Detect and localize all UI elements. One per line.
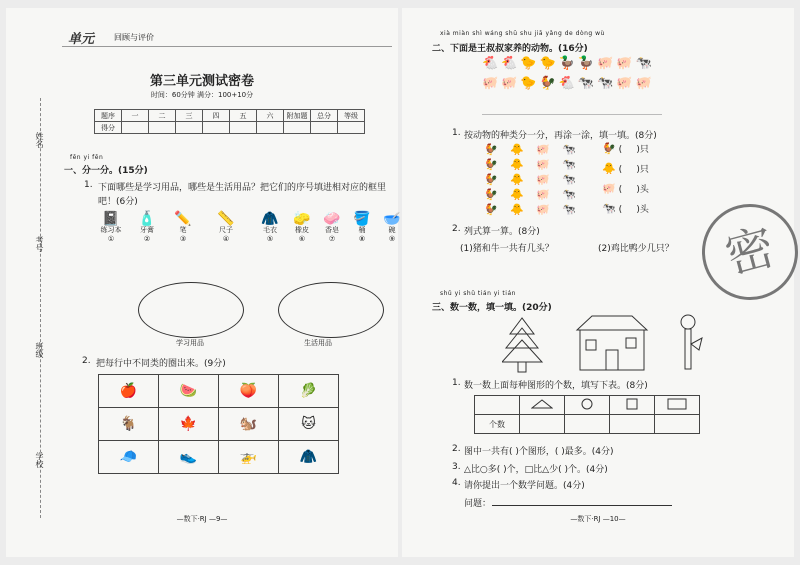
s2-q2-sub2: (2)鸡比鸭少几只？ [598, 244, 674, 254]
tree-triangle-middle [506, 328, 538, 348]
question-label: 问题： [464, 499, 492, 509]
cow-answer[interactable]: 🐄 ( )头 [602, 202, 649, 215]
q2-text: 把每行中不同类的圈出来。(9分) [96, 359, 226, 369]
house-door [606, 350, 618, 370]
pen-icon: ✏️ [174, 211, 192, 227]
score-header: 三 [176, 110, 203, 122]
cap-icon[interactable]: 🧢 [99, 441, 159, 474]
score-header: 五 [230, 110, 257, 122]
circle-count-cell[interactable] [565, 415, 610, 434]
score-cell[interactable] [176, 122, 203, 134]
cabbage-icon[interactable]: 🥬 [279, 375, 339, 408]
score-header: 等级 [338, 110, 365, 122]
item-sweater: 🧥 毛衣 ⑤ [254, 213, 286, 243]
cat-icon[interactable]: 🐱 [279, 408, 339, 441]
square-header [610, 396, 655, 415]
header-underline [62, 46, 392, 47]
study-supplies-label: 学习用品 [176, 339, 204, 347]
score-cell[interactable] [122, 122, 149, 134]
shapes-illustration [502, 314, 712, 374]
tree-triangle-top [510, 318, 534, 334]
question-answer-line[interactable] [492, 505, 672, 506]
tree-trunk [518, 362, 526, 372]
item-soap: 🧼 香皂 ⑦ [318, 213, 346, 243]
score-header: 二 [149, 110, 176, 122]
s2-q1-number: 1. [452, 128, 461, 138]
apple-icon[interactable]: 🍎 [99, 375, 159, 408]
s3-q1-text: 数一数上面每种图形的个数，填写下表。(8分) [464, 381, 648, 391]
chick-icon: 🐥 [602, 162, 616, 175]
circle-header [565, 396, 610, 415]
item-notebook: 📓 练习本 ① [94, 213, 128, 243]
unit-subtitle: 回顾与评价 [114, 33, 154, 42]
item-toothpaste: 🧴 牙膏 ② [130, 213, 164, 243]
score-cell[interactable] [284, 122, 311, 134]
rectangle-count-cell[interactable] [655, 415, 700, 434]
score-header: 题序 [95, 110, 122, 122]
rectangle-icon [667, 398, 687, 410]
s3-q4-number: 4. [452, 478, 461, 488]
section3-title: 三、数一数，填一填。(20分) [432, 303, 552, 313]
flower-leaf [691, 338, 702, 350]
label-school: 学校 [35, 452, 44, 468]
score-header: 附加题 [284, 110, 311, 122]
squirrel-icon[interactable]: 🐿️ [219, 408, 279, 441]
bucket-icon: 🪣 [353, 211, 371, 227]
confidential-stamp: 密 [691, 193, 800, 311]
s3-q3-number: 3. [452, 462, 461, 472]
section2-pinyin: xià miàn shì wáng shū shu jiā yǎng de dòng wù [440, 30, 605, 37]
rooster-icon: 🐓 [602, 142, 616, 155]
exam-meta: 时间：60分钟 满分：100+10分 [150, 91, 254, 99]
score-row-label: 得分 [95, 122, 122, 134]
house-window-right [626, 338, 636, 348]
label-class: 班级 [35, 342, 44, 358]
section3-pinyin: shǔ yi shǔ tián yi tián [440, 290, 516, 297]
corner-cell [475, 396, 520, 415]
grid-row-fruits [99, 375, 339, 408]
pig-answer[interactable]: 🐖 ( )头 [602, 182, 649, 195]
score-cell[interactable] [230, 122, 257, 134]
house-roof [577, 316, 647, 330]
right-page [402, 8, 794, 557]
score-cell[interactable] [149, 122, 176, 134]
pig-icon: 🐖 [602, 182, 616, 195]
ruler-icon: 📏 [217, 211, 235, 227]
section1-pinyin: fēn yi fēn [70, 154, 104, 161]
item-bucket: 🪣 桶 ⑧ [348, 213, 376, 243]
item-pen: ✏️ 笔 ③ [166, 213, 200, 243]
right-footer: —数下·RJ —10— [570, 515, 626, 523]
triangle-header [520, 396, 565, 415]
daily-supplies-ellipse[interactable] [278, 282, 384, 338]
leaf-icon[interactable]: 🍁 [159, 408, 219, 441]
animals-row-1: 🐔🐔🐤🐤🦆🦆🐖🐖🐄 [482, 56, 655, 71]
rooster-column: 🐓 🐓 🐓 🐓 🐓 [484, 143, 498, 216]
odd-one-out-grid [98, 374, 339, 474]
study-supplies-ellipse[interactable] [138, 282, 244, 338]
chick-answer[interactable]: 🐥 ( )只 [602, 162, 649, 175]
item-ruler: 📏 尺子 ④ [202, 213, 250, 243]
s3-q2-text: 图中一共有( )个图形，( )最多。(4分) [464, 447, 614, 457]
score-cell[interactable] [203, 122, 230, 134]
tree-triangle-bottom [502, 340, 542, 362]
score-header: 六 [257, 110, 284, 122]
label-name: 姓名 [35, 132, 44, 148]
rooster-answer[interactable]: 🐓 ( )只 [602, 142, 649, 155]
section2-title: 二、下面是王叔叔家养的动物。(16分) [432, 44, 588, 54]
score-cell[interactable] [257, 122, 284, 134]
left-page [6, 8, 401, 557]
section1-title: 一、分一分。(15分) [64, 166, 148, 176]
score-header: 四 [203, 110, 230, 122]
s3-q3-text: △比○多( )个，□比△少( )个。(4分) [464, 465, 608, 475]
label-exam-number: 考号 [35, 236, 44, 252]
square-count-cell[interactable] [610, 415, 655, 434]
shoe-icon[interactable]: 👟 [159, 441, 219, 474]
score-table [94, 109, 365, 134]
house-window-left [586, 340, 596, 350]
supplies-row [94, 213, 404, 273]
s2-q2-number: 2. [452, 224, 461, 234]
s3-q4-text: 请你提出一个数学问题。(4分) [464, 481, 585, 491]
s2-q2-sub1: (1)猪和牛一共有几头？ [460, 244, 554, 254]
animals-row-2: 🐖🐖🐤🐓🐔🐄🐄🐖🐖 [482, 76, 655, 91]
grid-row-animals [99, 408, 339, 441]
count-answers [602, 142, 702, 222]
pig-column: 🐖 🐖 🐖 🐖 🐖 [536, 143, 550, 216]
coloring-grid[interactable] [484, 142, 604, 218]
q1-text-line1: 下面哪些是学习用品，哪些是生活用品？把它们的序号填进相对应的框里 [98, 183, 387, 193]
flower-circle [681, 315, 695, 329]
flower-stem [685, 329, 691, 369]
duckling-column: 🐥 🐥 🐥 🐥 🐥 [510, 143, 524, 216]
item-bowl: 🥣 碗 ⑨ [378, 213, 406, 243]
notebook-icon: 📓 [102, 211, 120, 227]
watermelon-icon[interactable]: 🍉 [159, 375, 219, 408]
triangle-icon [531, 399, 553, 409]
sweater-icon: 🧥 [261, 211, 279, 227]
daily-supplies-label: 生活用品 [304, 339, 332, 347]
s2-q1-text: 按动物的种类分一分，再涂一涂，填一填。(8分) [464, 131, 657, 141]
jacket-icon[interactable]: 🧥 [279, 441, 339, 474]
score-cell[interactable] [338, 122, 365, 134]
goat-icon[interactable]: 🐐 [99, 408, 159, 441]
count-row-label: 个数 [475, 415, 520, 434]
score-header: 总分 [311, 110, 338, 122]
left-footer: —数下·RJ —9— [176, 515, 228, 523]
triangle-count-cell[interactable] [520, 415, 565, 434]
score-cell[interactable] [311, 122, 338, 134]
grid-row-wearables [99, 441, 339, 474]
peach-icon[interactable]: 🍑 [219, 375, 279, 408]
eraser-icon: 🧽 [293, 211, 311, 227]
toothpaste-icon: 🧴 [138, 211, 156, 227]
exam-title: 第三单元测试密卷 [149, 74, 254, 89]
soap-icon: 🧼 [323, 211, 341, 227]
score-header: 一 [122, 110, 149, 122]
q2-number: 2. [82, 356, 91, 366]
shape-count-table [474, 395, 700, 434]
rectangle-header [655, 396, 700, 415]
q1-text-line2: 吧！(6分) [98, 197, 138, 207]
cow-icon: 🐄 [602, 202, 616, 215]
item-eraser: 🧽 橡皮 ⑥ [288, 213, 316, 243]
s2-q2-text: 列式算一算。(8分) [464, 227, 540, 237]
bowl-icon: 🥣 [383, 211, 401, 227]
s3-q1-number: 1. [452, 378, 461, 388]
circle-icon [581, 398, 593, 410]
farm-animals-illustration [482, 58, 662, 115]
q1-number: 1. [84, 180, 93, 190]
helicopter-icon[interactable]: 🚁 [219, 441, 279, 474]
s3-q2-number: 2. [452, 444, 461, 454]
square-icon [626, 398, 638, 410]
cow-column: 🐄 🐄 🐄 🐄 🐄 [562, 143, 576, 216]
unit-badge: 单元 [68, 32, 95, 47]
